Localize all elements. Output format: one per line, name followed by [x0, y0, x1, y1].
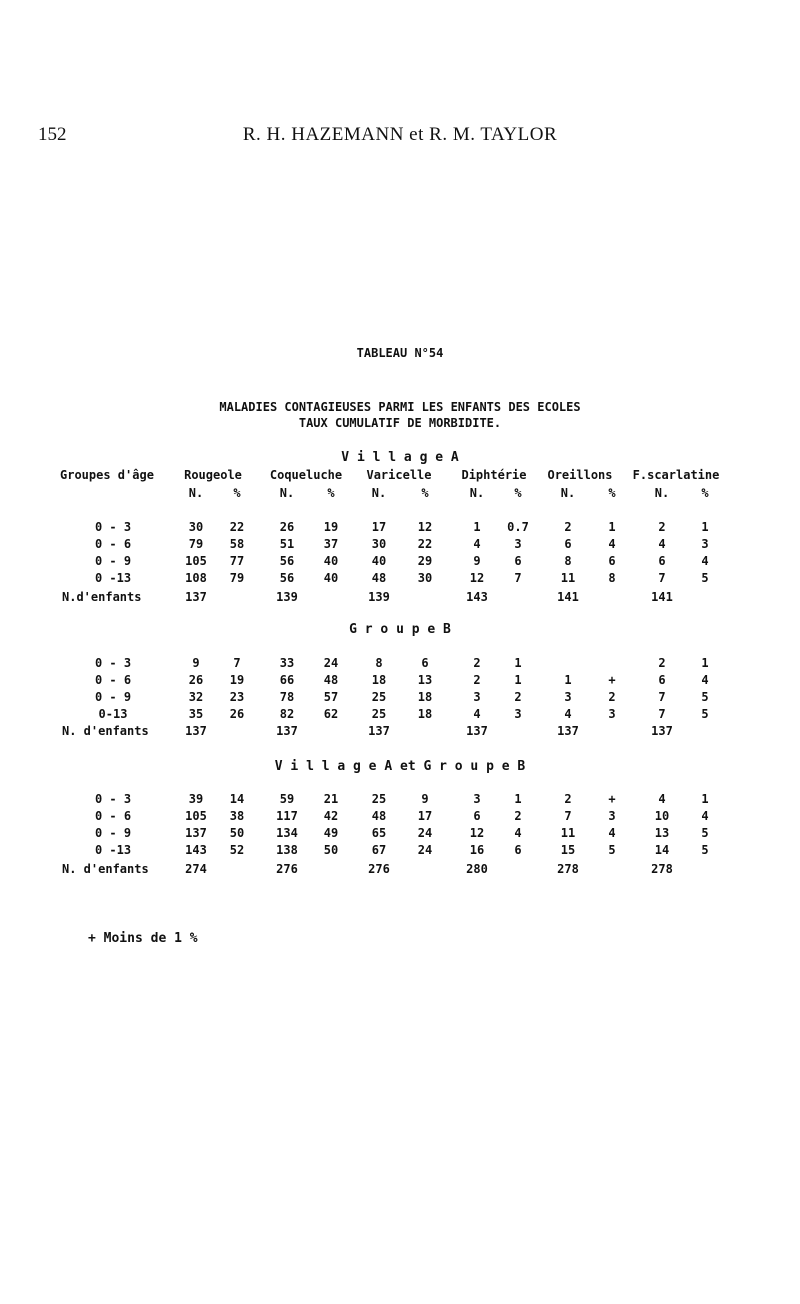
table-cell: 57 [323, 690, 339, 704]
total-cell: 280 [466, 862, 488, 876]
table-cell: 39 [188, 792, 204, 806]
column-header-groupes: Groupes d'âge [60, 468, 154, 482]
total-cell: 141 [651, 590, 673, 604]
table-subtitle: TAUX CUMULATIF DE MORBIDITE. [298, 416, 502, 430]
table-cell: 66 [279, 673, 295, 687]
column-subheader: % [327, 486, 335, 500]
table-cell: 16 [469, 843, 485, 857]
table-cell: 4 [701, 554, 709, 568]
table-cell: 42 [323, 809, 339, 823]
table-cell: 26 [279, 520, 295, 534]
column-subheader: N. [188, 486, 204, 500]
table-cell: 0.7 [507, 520, 529, 534]
table-cell: 51 [279, 537, 295, 551]
row-label: 0 -13 [94, 571, 132, 585]
column-subheader: N. [469, 486, 485, 500]
total-cell: 137 [557, 724, 579, 738]
table-cell: 7 [564, 809, 572, 823]
table-cell: 4 [473, 537, 481, 551]
table-cell: 15 [560, 843, 576, 857]
section-title: V i l l a g e A et G r o u p e B [274, 759, 526, 774]
table-cell: 1 [514, 673, 522, 687]
table-cell: 48 [371, 571, 387, 585]
column-subheader: N. [654, 486, 670, 500]
footnote: + Moins de 1 % [88, 931, 198, 946]
table-cell: 50 [229, 826, 245, 840]
total-cell: 139 [276, 590, 298, 604]
table-cell: 8 [564, 554, 572, 568]
table-cell: 2 [658, 520, 666, 534]
total-cell: 139 [368, 590, 390, 604]
table-cell: 56 [279, 554, 295, 568]
table-cell: 5 [701, 707, 709, 721]
row-label: 0-13 [98, 707, 128, 721]
table-cell: 2 [564, 792, 572, 806]
table-cell: 26 [229, 707, 245, 721]
table-cell: 14 [229, 792, 245, 806]
total-cell: 137 [368, 724, 390, 738]
table-cell: 105 [185, 554, 207, 568]
total-cell: 137 [651, 724, 673, 738]
table-cell: 18 [371, 673, 387, 687]
table-cell: 40 [323, 554, 339, 568]
total-cell: 137 [185, 590, 207, 604]
table-cell: 2 [658, 656, 666, 670]
table-cell: 5 [701, 826, 709, 840]
table-cell: 1 [701, 520, 709, 534]
column-header-disease: Diphtérie [461, 468, 527, 482]
table-cell: 17 [417, 809, 433, 823]
table-cell: 19 [229, 673, 245, 687]
total-label: N.d'enfants [62, 590, 142, 604]
column-subheader: % [701, 486, 709, 500]
table-cell: 10 [654, 809, 670, 823]
table-cell: 4 [564, 707, 572, 721]
table-cell: 29 [417, 554, 433, 568]
table-cell: 23 [229, 690, 245, 704]
total-cell: 278 [651, 862, 673, 876]
row-label: 0 -13 [94, 843, 132, 857]
table-cell: 18 [417, 690, 433, 704]
table-cell: 143 [185, 843, 207, 857]
table-number: TABLEAU N°54 [356, 346, 444, 360]
table-cell: 137 [185, 826, 207, 840]
table-cell: 65 [371, 826, 387, 840]
table-cell: 48 [371, 809, 387, 823]
table-cell: 79 [188, 537, 204, 551]
column-header-disease: Coqueluche [269, 468, 343, 482]
table-cell: 6 [514, 554, 522, 568]
table-cell: 5 [608, 843, 616, 857]
total-cell: 141 [557, 590, 579, 604]
column-header-disease: Rougeole [184, 468, 242, 482]
table-cell: 2 [473, 656, 481, 670]
table-cell: 7 [233, 656, 241, 670]
table-cell: 3 [701, 537, 709, 551]
table-cell: 4 [514, 826, 522, 840]
table-cell: + [608, 673, 616, 687]
table-cell: 6 [473, 809, 481, 823]
table-cell: 40 [371, 554, 387, 568]
table-cell: 30 [371, 537, 387, 551]
table-cell: 6 [608, 554, 616, 568]
column-subheader: N. [560, 486, 576, 500]
table-cell: 21 [323, 792, 339, 806]
row-label: 0 - 6 [94, 537, 132, 551]
table-cell: 14 [654, 843, 670, 857]
table-cell: 49 [323, 826, 339, 840]
table-cell: 6 [658, 673, 666, 687]
table-cell: 3 [473, 792, 481, 806]
table-cell: 4 [608, 537, 616, 551]
table-cell: 2 [564, 520, 572, 534]
table-cell: 2 [514, 809, 522, 823]
row-label: 0 - 6 [94, 809, 132, 823]
table-cell: 50 [323, 843, 339, 857]
table-cell: 48 [323, 673, 339, 687]
table-cell: 4 [608, 826, 616, 840]
column-subheader: % [608, 486, 616, 500]
table-cell: 1 [514, 656, 522, 670]
table-cell: 6 [514, 843, 522, 857]
table-cell: 67 [371, 843, 387, 857]
table-cell: 3 [564, 690, 572, 704]
table-cell: 52 [229, 843, 245, 857]
total-label: N. d'enfants [62, 724, 149, 738]
table-cell: 4 [658, 792, 666, 806]
table-cell: 13 [654, 826, 670, 840]
table-cell: 3 [514, 537, 522, 551]
table-cell: 1 [473, 520, 481, 534]
table-cell: 1 [514, 792, 522, 806]
table-cell: 8 [375, 656, 383, 670]
table-cell: + [608, 792, 616, 806]
table-cell: 6 [658, 554, 666, 568]
section-title: V i l l a g e A [341, 450, 459, 465]
total-cell: 276 [276, 862, 298, 876]
table-cell: 6 [421, 656, 429, 670]
table-cell: 1 [608, 520, 616, 534]
table-cell: 33 [279, 656, 295, 670]
table-cell: 9 [473, 554, 481, 568]
column-subheader: % [421, 486, 429, 500]
table-cell: 9 [421, 792, 429, 806]
column-header-disease: Oreillons [547, 468, 613, 482]
row-label: 0 - 9 [94, 690, 132, 704]
table-cell: 40 [323, 571, 339, 585]
table-cell: 13 [417, 673, 433, 687]
table-cell: 58 [229, 537, 245, 551]
table-cell: 24 [417, 843, 433, 857]
total-cell: 143 [466, 590, 488, 604]
table-cell: 9 [192, 656, 200, 670]
table-cell: 11 [560, 826, 576, 840]
table-cell: 32 [188, 690, 204, 704]
table-cell: 78 [279, 690, 295, 704]
column-header-disease: Varicelle [366, 468, 432, 482]
table-cell: 22 [417, 537, 433, 551]
table-cell: 3 [608, 707, 616, 721]
table-cell: 59 [279, 792, 295, 806]
table-cell: 108 [185, 571, 207, 585]
table-cell: 24 [417, 826, 433, 840]
table-cell: 24 [323, 656, 339, 670]
table-cell: 18 [417, 707, 433, 721]
row-label: 0 - 9 [94, 554, 132, 568]
table-cell: 138 [276, 843, 298, 857]
table-cell: 3 [608, 809, 616, 823]
table-cell: 17 [371, 520, 387, 534]
table-cell: 30 [417, 571, 433, 585]
total-label: N. d'enfants [62, 862, 149, 876]
table-cell: 7 [658, 690, 666, 704]
column-subheader: % [514, 486, 522, 500]
table-cell: 3 [514, 707, 522, 721]
row-label: 0 - 9 [94, 826, 132, 840]
table-cell: 2 [608, 690, 616, 704]
table-cell: 11 [560, 571, 576, 585]
table-cell: 82 [279, 707, 295, 721]
table-cell: 38 [229, 809, 245, 823]
column-header-disease: F.scarlatine [632, 468, 720, 482]
table-cell: 3 [473, 690, 481, 704]
table-cell: 7 [658, 571, 666, 585]
table-cell: 1 [564, 673, 572, 687]
table-cell: 12 [417, 520, 433, 534]
table-cell: 1 [701, 656, 709, 670]
row-label: 0 - 3 [94, 520, 132, 534]
table-cell: 4 [473, 707, 481, 721]
page-header [0, 124, 800, 154]
table-cell: 5 [701, 843, 709, 857]
total-cell: 274 [185, 862, 207, 876]
table-cell: 1 [701, 792, 709, 806]
table-cell: 77 [229, 554, 245, 568]
row-label: 0 - 3 [94, 656, 132, 670]
table-cell: 7 [514, 571, 522, 585]
table-cell: 2 [473, 673, 481, 687]
total-cell: 137 [466, 724, 488, 738]
table-cell: 12 [469, 826, 485, 840]
table-cell: 4 [658, 537, 666, 551]
table-cell: 4 [701, 809, 709, 823]
column-subheader: % [233, 486, 241, 500]
table-cell: 25 [371, 707, 387, 721]
table-cell: 7 [658, 707, 666, 721]
total-cell: 278 [557, 862, 579, 876]
table-cell: 79 [229, 571, 245, 585]
table-cell: 117 [276, 809, 298, 823]
table-cell: 25 [371, 792, 387, 806]
table-cell: 37 [323, 537, 339, 551]
table-cell: 56 [279, 571, 295, 585]
table-title: MALADIES CONTAGIEUSES PARMI LES ENFANTS DES ECOLES [219, 400, 581, 414]
section-title: G r o u p e B [349, 622, 451, 637]
column-subheader: N. [279, 486, 295, 500]
total-cell: 137 [276, 724, 298, 738]
row-label: 0 - 6 [94, 673, 132, 687]
table-cell: 25 [371, 690, 387, 704]
table-cell: 105 [185, 809, 207, 823]
row-label: 0 - 3 [94, 792, 132, 806]
table-cell: 35 [188, 707, 204, 721]
table-cell: 19 [323, 520, 339, 534]
column-subheader: N. [371, 486, 387, 500]
table-cell: 30 [188, 520, 204, 534]
total-cell: 137 [185, 724, 207, 738]
table-cell: 4 [701, 673, 709, 687]
table-cell: 5 [701, 690, 709, 704]
page-number: 152 [38, 124, 67, 145]
table-cell: 12 [469, 571, 485, 585]
table-cell: 6 [564, 537, 572, 551]
running-head: R. H. HAZEMANN et R. M. TAYLOR [242, 124, 558, 145]
table-cell: 8 [608, 571, 616, 585]
total-cell: 276 [368, 862, 390, 876]
table-cell: 2 [514, 690, 522, 704]
table-cell: 22 [229, 520, 245, 534]
table-cell: 134 [276, 826, 298, 840]
table-cell: 26 [188, 673, 204, 687]
table-cell: 5 [701, 571, 709, 585]
table-cell: 62 [323, 707, 339, 721]
